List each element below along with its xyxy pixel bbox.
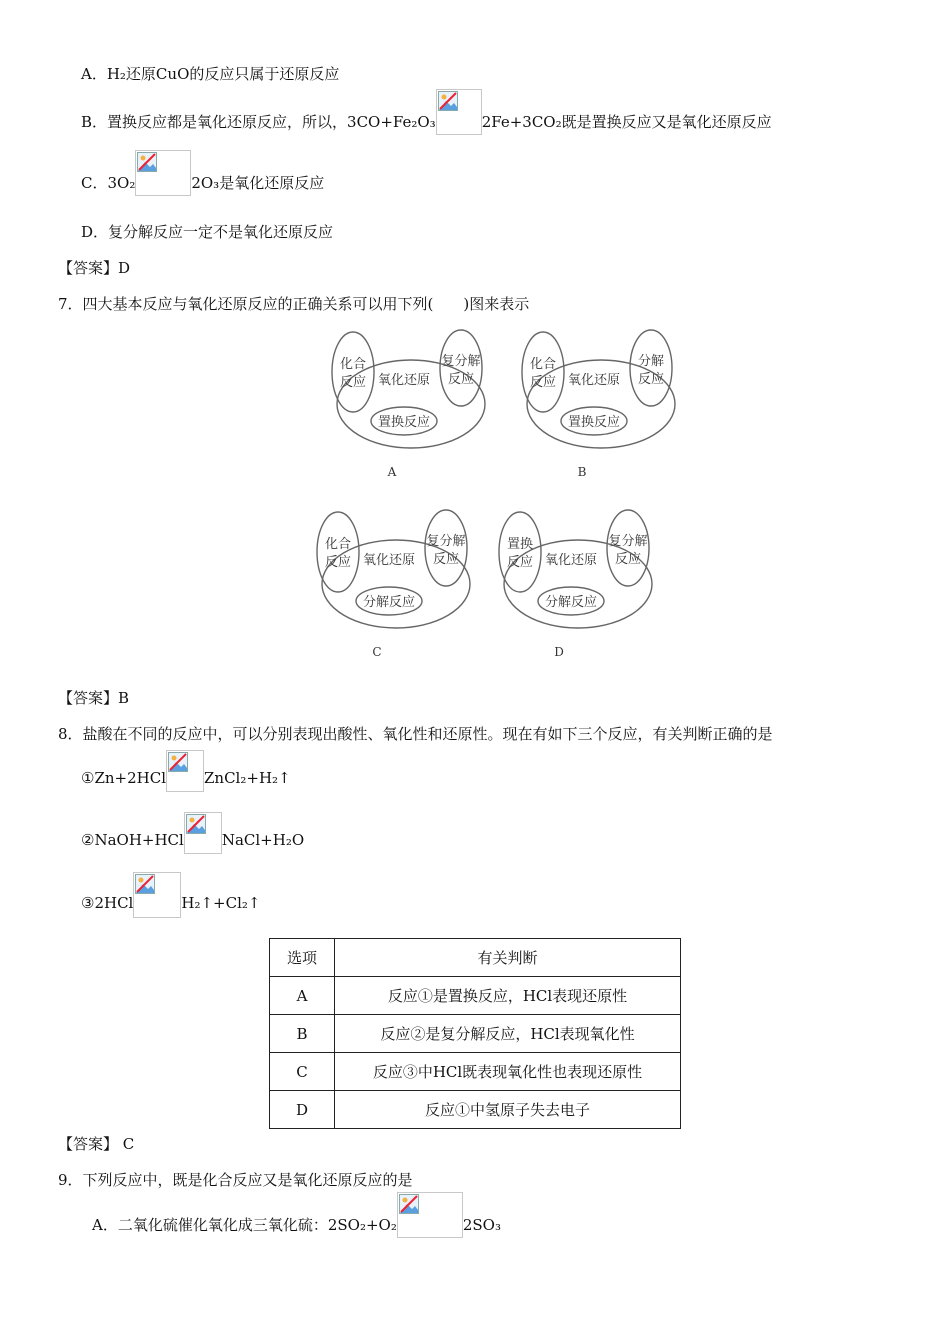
reaction-1-reactants: ①Zn+2HCl [81, 769, 166, 787]
left-reaction-label: 置换 [506, 537, 534, 552]
q6-option-b-text: B．置换反应都是氧化还原反应，所以，3CO+Fe₂O₃ [81, 113, 436, 131]
right-reaction-label: 反应 [637, 372, 665, 387]
right-reaction-label: 分解 [637, 354, 665, 369]
left-reaction-ellipse [317, 512, 359, 592]
q7-stem: 7．四大基本反应与氧化还原反应的正确关系可以用下列( )图来表示 [58, 295, 530, 313]
redox-label: 氧化还原 [362, 553, 416, 568]
diagram-option-label: A [387, 465, 397, 479]
left-reaction-label: 反应 [324, 555, 352, 570]
right-reaction-label: 复分解 [608, 534, 648, 549]
table-cell-option: A [270, 977, 335, 1015]
q6-option-a: A．H₂还原CuO的反应只属于还原反应 [81, 65, 340, 83]
left-reaction-label: 反应 [529, 375, 557, 390]
venn-diagram-b [515, 328, 690, 486]
redox-label: 氧化还原 [544, 553, 598, 568]
inner-reaction-label: 置换反应 [377, 415, 431, 430]
q6-option-c [81, 172, 324, 196]
q8-answer: 【答案】 C [58, 1135, 135, 1153]
table-cell-judgment: 反应①中氢原子失去电子 [335, 1091, 681, 1129]
q8-reaction-1 [81, 766, 291, 792]
venn-diagram-a [325, 328, 500, 486]
diagram-option-label: D [554, 645, 564, 659]
q6-answer: 【答案】D [58, 259, 131, 277]
q8-stem: 8．盐酸在不同的反应中，可以分别表现出酸性、氧化性和还原性。现在有如下三个反应，有关判断正确的是 [58, 725, 773, 743]
diagram-option-label: C [372, 645, 382, 659]
diagram-option-label: B [577, 465, 587, 479]
reaction-1-products: ZnCl₂+H₂↑ [204, 769, 291, 787]
inner-reaction-label: 分解反应 [362, 595, 416, 610]
inner-reaction-label: 分解反应 [544, 595, 598, 610]
table-cell-judgment: 反应①是置换反应，HCl表现还原性 [335, 977, 681, 1015]
left-reaction-ellipse [499, 512, 541, 592]
venn-diagram-c [310, 508, 485, 666]
redox-label: 氧化还原 [377, 373, 431, 388]
right-reaction-label: 复分解 [441, 354, 481, 369]
right-reaction-label: 反应 [447, 372, 475, 387]
reaction-3-reactants: ③2HCl [81, 894, 134, 912]
q6-option-c-text: C．3O₂ [81, 174, 136, 192]
left-reaction-ellipse [522, 332, 564, 412]
broken-image-icon [397, 1192, 463, 1238]
q9-option-a [92, 1214, 501, 1238]
right-reaction-label: 复分解 [426, 534, 466, 549]
left-reaction-label: 化合 [324, 537, 352, 552]
table-cell-option: C [270, 1053, 335, 1091]
q6-option-d: D．复分解反应一定不是氧化还原反应 [81, 223, 334, 241]
table-row [270, 1091, 681, 1129]
table-header-cell: 选项 [270, 939, 335, 977]
q9-option-a-text-2: 2SO₃ [462, 1216, 501, 1234]
q6-option-c-text-2: 2O₃是氧化还原反应 [191, 174, 325, 192]
reaction-2-products: NaCl+H₂O [221, 831, 305, 849]
table-cell-judgment: 反应③中HCl既表现氧化性也表现还原性 [335, 1053, 681, 1091]
broken-image-icon [133, 872, 181, 918]
broken-image-icon [436, 89, 482, 135]
table-row [270, 1015, 681, 1053]
q8-reaction-3 [81, 890, 260, 918]
table-row [270, 1053, 681, 1091]
table-row [270, 977, 681, 1015]
left-reaction-label: 反应 [506, 555, 534, 570]
q6-option-b-text-2: 2Fe+3CO₂既是置换反应又是氧化还原反应 [481, 113, 772, 131]
q8-reaction-2 [81, 828, 304, 854]
q9-stem: 9．下列反应中，既是化合反应又是氧化还原反应的是 [58, 1171, 413, 1189]
q7-answer: 【答案】B [58, 689, 130, 707]
table-header-cell: 有关判断 [335, 939, 681, 977]
left-reaction-label: 化合 [339, 357, 367, 372]
reaction-3-products: H₂↑+Cl₂↑ [181, 894, 261, 912]
q9-option-a-text: A．二氧化硫催化氧化成三氧化硫：2SO₂+O₂ [92, 1216, 397, 1234]
table-cell-option: B [270, 1015, 335, 1053]
table-cell-judgment: 反应②是复分解反应，HCl表现氧化性 [335, 1015, 681, 1053]
left-reaction-label: 化合 [529, 357, 557, 372]
reaction-2-reactants: ②NaOH+HCl [81, 831, 184, 849]
q6-option-b [81, 111, 772, 135]
right-reaction-label: 反应 [432, 552, 460, 567]
table-header-row [270, 939, 681, 977]
inner-reaction-label: 置换反应 [567, 415, 621, 430]
left-reaction-ellipse [332, 332, 374, 412]
right-reaction-label: 反应 [614, 552, 642, 567]
broken-image-icon [184, 812, 222, 854]
broken-image-icon [166, 750, 204, 792]
left-reaction-label: 反应 [339, 375, 367, 390]
table-cell-option: D [270, 1091, 335, 1129]
broken-image-icon [135, 150, 191, 196]
venn-diagram-d [492, 508, 667, 666]
redox-label: 氧化还原 [567, 373, 621, 388]
judgment-table [269, 938, 681, 1129]
